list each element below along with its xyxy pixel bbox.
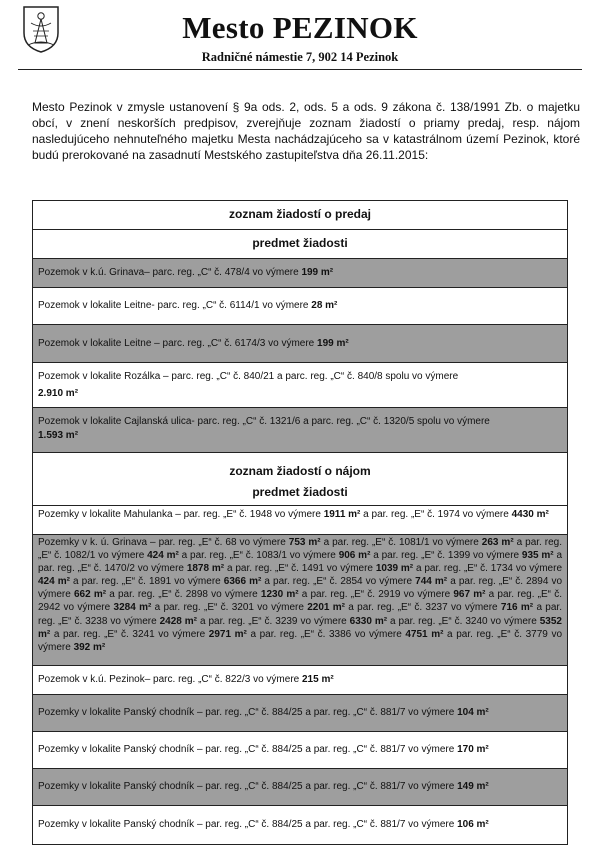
- sale-item-area: 2.910 m²: [38, 388, 79, 399]
- sale-item-area: 199 m²: [317, 337, 349, 349]
- lease-item: Pozemok v k.ú. Pezinok– parc. reg. „C“ č. 822/3 vo výmere 215 m²: [33, 666, 567, 695]
- lease-item-area: 104 m²: [457, 707, 489, 719]
- parcel-area: 2201 m²: [307, 602, 345, 614]
- sale-item: Pozemok v lokalite Leitne- parc. reg. „C“ č. 6114/1 vo výmere 28 m²: [33, 288, 567, 325]
- parcel-area: 662 m²: [73, 589, 107, 601]
- lease-item-area: 170 m²: [457, 744, 489, 756]
- sale-item: Pozemok v lokalite Rozálka – parc. reg. „C“ č. 840/21 a parc. reg. „C“ č. 840/8 spolu vo výmere 2.910 m²: [33, 363, 567, 408]
- lease-item: Pozemky v lokalite Panský chodník – par. reg. „C“ č. 884/25 a par. reg. „C“ č. 881/7 vo výmere 149 m²: [33, 769, 567, 806]
- parcel-area: 424 m²: [147, 550, 179, 562]
- lease-item-grinava: Pozemky v k. ú. Grinava – par. reg. „E“ č. 68 vo výmere 753 m² a par. reg. „E“ č. 1081/1 vo výmere 263 m² a par. reg. „E“ č. 1082/1 vo výmere 424 m² a par. reg. „E“ č. 1083/1 vo výmere 906 m² a par. reg. „E“ č. 1399 vo výmere 935 m² a par. reg. „E“ č. 1470/2 vo výmere 1878 m² a par. reg. „E“ č. 1491 vo výmere 1039 m² a par. reg. „E“ č. 1734 vo výmere 424 m² a par. reg. „E“ č. 1891 vo výmere 6366 m² a par. reg. „E“ č. 2854 vo výmere 744 m² a par. reg. „E“ č. 2894 vo výmere 662 m² a par. reg. „E“ č. 2898 vo výmere 1230 m² a par. reg. „E“ č. 2919 vo výmere 967 m² a par. reg. „E“ č. 2942 vo výmere 3284 m² a par. reg. „E“ č. 3201 vo výmere 2201 m² a par. reg. „E“ č. 3237 vo výmere 716 m² a par. reg. „E“ č. 3238 vo výmere 2428 m² a par. reg. „E“ č. 3239 vo výmere 6330 m² a par. reg. „E“ č. 3240 vo výmere 5352 m² a par. reg. „E“ č. 3241 vo výmere 2971 m² a par. reg. „E“ č. 3386 vo výmere 4751 m² a par. reg. „E“ č. 3779 vo výmere 392 m²: [33, 535, 567, 666]
- parcel-area: 392 m²: [73, 641, 106, 653]
- address: Radničné námestie 7, 902 14 Pezinok: [201, 50, 399, 64]
- sale-item-area: 199 m²: [301, 267, 334, 279]
- parcel-area: 753 m²: [288, 537, 321, 548]
- parcel-area: 4751 m²: [405, 628, 444, 640]
- parcel-area: 935 m²: [521, 550, 554, 562]
- sale-item-area: 1.593 m²: [38, 430, 79, 441]
- parcel-area: 744 m²: [415, 576, 448, 588]
- parcel-area: 1878 m²: [186, 563, 225, 575]
- sale-item: Pozemok v k.ú. Grinava– parc. reg. „C“ č. 478/4 vo výmere 199 m²: [33, 259, 567, 288]
- sale-subheading: predmet žiadosti: [33, 230, 567, 259]
- sale-item: Pozemok v lokalite Cajlanská ulica- parc. reg. „C“ č. 1321/6 a parc. reg. „C“ č. 1320/5 spolu vo výmere 1.593 m²: [33, 408, 567, 453]
- parcel-area: 424 m²: [38, 576, 70, 588]
- parcel-area: 906 m²: [338, 550, 371, 562]
- parcel-area: 2971 m²: [208, 628, 247, 640]
- parcel-area: 716 m²: [500, 602, 534, 614]
- sale-heading: zoznam žiadostí o predaj: [33, 201, 567, 230]
- parcel-area: 1039 m²: [375, 563, 414, 575]
- lease-heading: zoznam žiadostí o nájom: [229, 463, 371, 478]
- requests-table: [32, 200, 568, 845]
- lease-item: Pozemky v lokalite Panský chodník – par. reg. „C“ č. 884/25 a par. reg. „C“ č. 881/7 vo výmere 170 m²: [33, 732, 567, 769]
- parcel-area: 3284 m²: [113, 602, 152, 614]
- lease-item-area: 215 m²: [302, 674, 334, 686]
- parcel-area: 1230 m²: [260, 589, 299, 601]
- lease-item-area: 106 m²: [457, 819, 489, 831]
- parcel-area: 5352 m²: [38, 615, 562, 640]
- lease-item: Pozemky v lokalite Panský chodník – par. reg. „C“ č. 884/25 a par. reg. „C“ č. 881/7 vo výmere 104 m²: [33, 695, 567, 732]
- parcel-area: 6330 m²: [349, 615, 388, 627]
- parcel-area: 263 m²: [481, 537, 514, 548]
- lease-item-area: 149 m²: [457, 781, 489, 793]
- page-title: Mesto PEZINOK: [182, 10, 418, 45]
- parcel-area: 2428 m²: [159, 615, 198, 627]
- sale-item-area: 28 m²: [311, 300, 338, 312]
- parcel-area: 6366 m²: [223, 576, 262, 588]
- parcel-area: 967 m²: [453, 589, 486, 601]
- sale-item: Pozemok v lokalite Leitne – parc. reg. „C“ č. 6174/3 vo výmere 199 m²: [33, 325, 567, 363]
- lease-subheading: predmet žiadosti: [33, 480, 567, 506]
- header-divider: [18, 69, 582, 70]
- lease-item: Pozemky v lokalite Panský chodník – par. reg. „C“ č. 884/25 a par. reg. „C“ č. 881/7 vo výmere 106 m²: [33, 806, 567, 845]
- lease-item-mahulanka: Pozemky v lokalite Mahulanka – par. reg. „E“ č. 1948 vo výmere 1911 m² a par. reg. „E“ č. 1974 vo výmere 4430 m²: [33, 506, 567, 535]
- intro-paragraph: Mesto Pezinok v zmysle ustanovení § 9a ods. 2, ods. 5 a ods. 9 zákona č. 138/1991 Zb. o majetku obcí, v znení neskorších predpisov, zverejňuje zoznam žiadostí o priamy predaj, resp. nájom nasledujúceho nehnuteľného majetku Mesta nachádzajúceho sa v katastrálnom území Pezinok, ktoré budú prerokované na zasadnutí Mestského zastupiteľstva dňa 26.11.2015:: [32, 100, 580, 162]
